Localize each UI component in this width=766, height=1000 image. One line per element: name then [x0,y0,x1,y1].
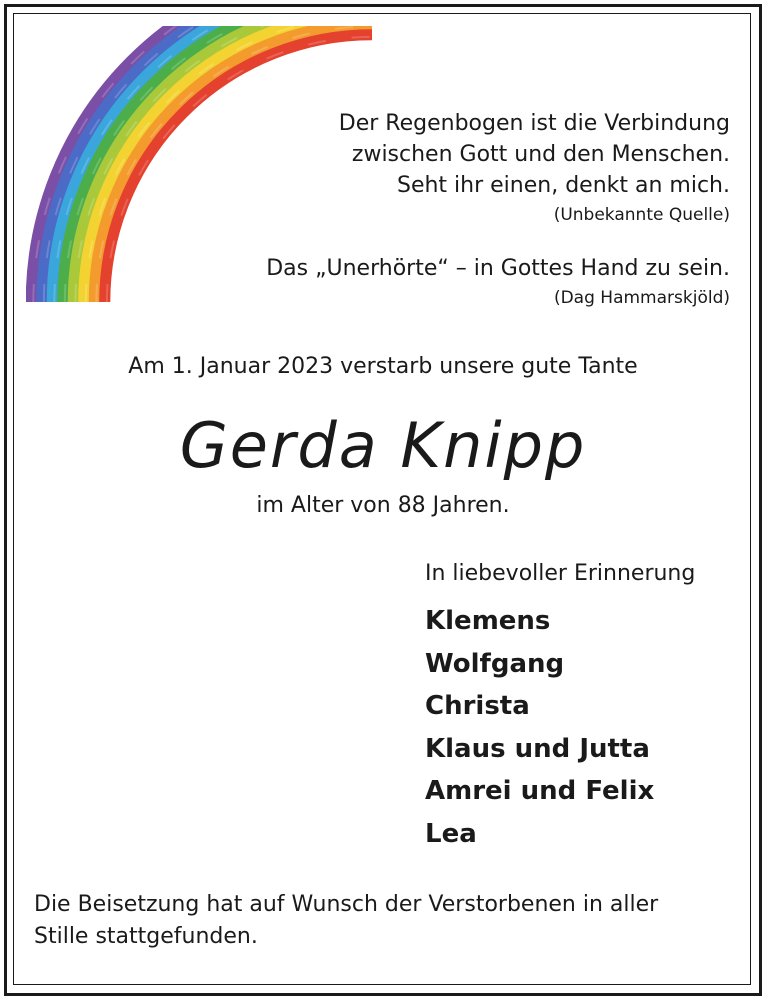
age-line: im Alter von 88 Jahren. [256,493,510,518]
mourner-name: Wolfgang [425,648,565,679]
burial-notice-line: Die Beisetzung hat auf Wunsch der Verstorbenen in aller [34,892,659,917]
mourner-name: Klaus und Jutta [425,733,650,764]
memory-line: In liebevoller Erinnerung [425,561,696,586]
burial-notice [34,889,724,953]
quote-source: (Unbekannte Quelle) [553,205,730,225]
deceased-name: Gerda Knipp [179,409,587,482]
quote-line: Der Regenbogen ist die Verbindung [338,111,730,136]
death-announcement: Am 1. Januar 2023 verstarb unsere gute Tante [128,354,638,379]
quote-line: Das „Unerhörte“ – in Gottes Hand zu sein. [266,256,730,281]
rainbow-quote [290,108,730,229]
mourner-name: Lea [425,818,477,849]
mourner-name: Christa [425,691,530,721]
mourner-name: Amrei und Felix [425,776,655,806]
quote-line: zwischen Gott und den Menschen. [351,142,730,167]
hammarskjold-quote [170,253,730,312]
quote-source: (Dag Hammarskjöld) [553,288,730,308]
burial-notice-line: Stille stattgefunden. [34,924,258,949]
quote-line: Seht ihr einen, denkt an mich. [396,173,730,198]
mourners-list [425,600,654,855]
mourner-name: Klemens [425,606,551,636]
